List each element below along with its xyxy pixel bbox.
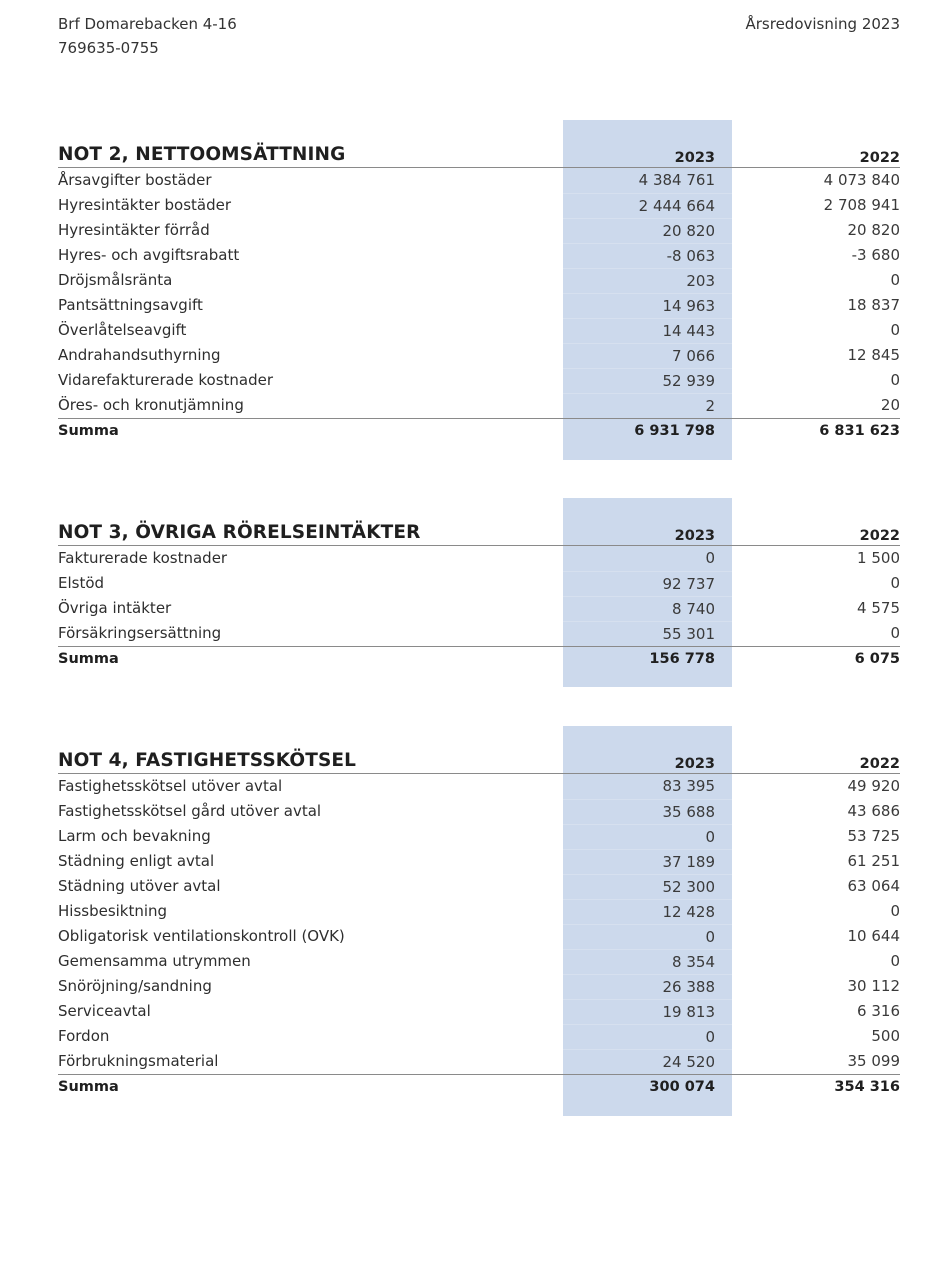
total-row bbox=[58, 646, 900, 672]
value-current: 52 300 bbox=[563, 874, 732, 900]
note-2-nettoomsattning bbox=[58, 120, 900, 444]
row-label: Hissbesiktning bbox=[58, 902, 168, 920]
table-row bbox=[58, 243, 900, 268]
value-current: 0 bbox=[563, 824, 732, 850]
value-previous: 20 820 bbox=[847, 221, 900, 239]
value-previous: 0 bbox=[890, 371, 900, 389]
value-previous: 0 bbox=[890, 321, 900, 339]
value-current: -8 063 bbox=[563, 243, 732, 269]
value-current: 12 428 bbox=[563, 899, 732, 925]
value-current: 8 354 bbox=[563, 949, 732, 975]
value-previous: 49 920 bbox=[847, 777, 900, 795]
row-label: Gemensamma utrymmen bbox=[58, 952, 251, 970]
value-previous: 20 bbox=[880, 396, 900, 414]
value-current: 35 688 bbox=[563, 799, 732, 825]
value-current: 55 301 bbox=[563, 621, 732, 647]
note-title: NOT 4, FASTIGHETSSKÖTSEL bbox=[58, 750, 357, 771]
value-current: 4 384 761 bbox=[638, 171, 715, 189]
row-label: Larm och bevakning bbox=[58, 827, 211, 845]
column-header-previous-year: 2022 bbox=[859, 528, 900, 544]
total-current: 300 074 bbox=[649, 1079, 715, 1095]
row-label: Förbrukningsmaterial bbox=[58, 1052, 219, 1070]
table-row bbox=[58, 571, 900, 596]
table-row bbox=[58, 621, 900, 646]
row-label: Elstöd bbox=[58, 574, 105, 592]
total-previous: 354 316 bbox=[834, 1079, 900, 1095]
value-current: 0 bbox=[705, 549, 715, 567]
value-current: 14 963 bbox=[563, 293, 732, 319]
value-previous: 63 064 bbox=[847, 877, 900, 895]
table-row bbox=[58, 824, 900, 849]
total-label: Summa bbox=[58, 423, 119, 439]
row-label: Städning enligt avtal bbox=[58, 852, 215, 870]
value-previous: 4 073 840 bbox=[823, 171, 900, 189]
total-label: Summa bbox=[58, 651, 119, 667]
row-label: Vidarefakturerade kostnader bbox=[58, 371, 274, 389]
table-row bbox=[58, 999, 900, 1024]
table-row bbox=[58, 799, 900, 824]
table-row bbox=[58, 899, 900, 924]
value-previous: 1 500 bbox=[857, 549, 900, 567]
organization-info bbox=[58, 12, 237, 60]
value-previous: 0 bbox=[890, 574, 900, 592]
value-current: 92 737 bbox=[563, 571, 732, 597]
table-row bbox=[58, 874, 900, 899]
row-label: Hyresintäkter förråd bbox=[58, 221, 210, 239]
value-previous: 500 bbox=[871, 1027, 900, 1045]
total-previous: 6 831 623 bbox=[819, 423, 900, 439]
value-previous: 2 708 941 bbox=[823, 196, 900, 214]
row-label: Fordon bbox=[58, 1027, 110, 1045]
value-current: 83 395 bbox=[662, 777, 715, 795]
total-current: 6 931 798 bbox=[634, 423, 715, 439]
column-header-previous-year: 2022 bbox=[859, 150, 900, 166]
total-row bbox=[58, 1074, 900, 1100]
value-previous: 35 099 bbox=[847, 1052, 900, 1070]
table-row bbox=[58, 774, 900, 799]
value-previous: 61 251 bbox=[847, 852, 900, 870]
table-row bbox=[58, 596, 900, 621]
total-previous: 6 075 bbox=[854, 651, 900, 667]
row-label: Snöröjning/sandning bbox=[58, 977, 212, 995]
row-label: Serviceavtal bbox=[58, 1002, 151, 1020]
value-previous: 30 112 bbox=[847, 977, 900, 995]
table-row bbox=[58, 368, 900, 393]
table-row bbox=[58, 343, 900, 368]
value-previous: 18 837 bbox=[847, 296, 900, 314]
organization-number: 769635-0755 bbox=[58, 39, 159, 57]
row-label: Hyresintäkter bostäder bbox=[58, 196, 232, 214]
value-current: 24 520 bbox=[563, 1049, 732, 1075]
column-header-current-year: 2023 bbox=[674, 528, 715, 544]
table-row bbox=[58, 924, 900, 949]
table-row bbox=[58, 293, 900, 318]
value-current: 0 bbox=[563, 924, 732, 950]
value-current: 0 bbox=[563, 1024, 732, 1050]
column-header-current-year: 2023 bbox=[674, 756, 715, 772]
row-label: Pantsättningsavgift bbox=[58, 296, 203, 314]
note-header bbox=[58, 120, 900, 168]
total-label: Summa bbox=[58, 1079, 119, 1095]
table-row bbox=[58, 193, 900, 218]
table-row bbox=[58, 1024, 900, 1049]
table-row bbox=[58, 949, 900, 974]
table-row bbox=[58, 546, 900, 571]
table-row bbox=[58, 1049, 900, 1074]
note-4-fastighetsskotsel bbox=[58, 726, 900, 1100]
note-title: NOT 3, ÖVRIGA RÖRELSEINTÄKTER bbox=[58, 522, 421, 543]
row-label: Försäkringsersättning bbox=[58, 624, 222, 642]
value-current: 20 820 bbox=[563, 218, 732, 244]
note-header bbox=[58, 498, 900, 546]
column-header-current-year: 2023 bbox=[674, 150, 715, 166]
value-previous: 12 845 bbox=[847, 346, 900, 364]
row-label: Obligatorisk ventilationskontroll (OVK) bbox=[58, 927, 345, 945]
organization-name: Brf Domarebacken 4-16 bbox=[58, 15, 237, 33]
table-row bbox=[58, 393, 900, 418]
value-current: 26 388 bbox=[563, 974, 732, 1000]
value-previous: 0 bbox=[890, 624, 900, 642]
value-current: 8 740 bbox=[563, 596, 732, 622]
table-row bbox=[58, 974, 900, 999]
value-current: 14 443 bbox=[563, 318, 732, 344]
total-current: 156 778 bbox=[649, 651, 715, 667]
value-previous: 4 575 bbox=[857, 599, 900, 617]
row-label: Öres- och kronutjämning bbox=[58, 396, 244, 414]
value-current: 203 bbox=[563, 268, 732, 294]
value-previous: 10 644 bbox=[847, 927, 900, 945]
value-current: 19 813 bbox=[563, 999, 732, 1025]
value-previous: 6 316 bbox=[857, 1002, 900, 1020]
value-previous: 43 686 bbox=[847, 802, 900, 820]
value-previous: -3 680 bbox=[851, 246, 900, 264]
value-current: 2 444 664 bbox=[563, 193, 732, 219]
row-label: Övriga intäkter bbox=[58, 599, 172, 617]
value-previous: 0 bbox=[890, 952, 900, 970]
row-label: Städning utöver avtal bbox=[58, 877, 221, 895]
table-row bbox=[58, 849, 900, 874]
value-previous: 0 bbox=[890, 271, 900, 289]
value-previous: 0 bbox=[890, 902, 900, 920]
value-previous: 53 725 bbox=[847, 827, 900, 845]
note-header bbox=[58, 726, 900, 774]
row-label: Fastighetsskötsel gård utöver avtal bbox=[58, 802, 322, 820]
row-label: Överlåtelseavgift bbox=[58, 321, 187, 339]
table-row bbox=[58, 268, 900, 293]
row-label: Dröjsmålsränta bbox=[58, 271, 173, 289]
row-label: Fastighetsskötsel utöver avtal bbox=[58, 777, 283, 795]
row-label: Årsavgifter bostäder bbox=[58, 171, 212, 189]
total-row bbox=[58, 418, 900, 444]
note-title: NOT 2, NETTOOMSÄTTNING bbox=[58, 144, 346, 165]
value-current: 2 bbox=[563, 393, 732, 419]
row-label: Fakturerade kostnader bbox=[58, 549, 228, 567]
value-current: 7 066 bbox=[563, 343, 732, 369]
value-current: 37 189 bbox=[563, 849, 732, 875]
table-row bbox=[58, 168, 900, 193]
column-header-previous-year: 2022 bbox=[859, 756, 900, 772]
value-current: 52 939 bbox=[563, 368, 732, 394]
table-row bbox=[58, 218, 900, 243]
document-title: Årsredovisning 2023 bbox=[745, 15, 900, 33]
table-row bbox=[58, 318, 900, 343]
note-3-ovriga-rorelseintakter bbox=[58, 498, 900, 672]
row-label: Hyres- och avgiftsrabatt bbox=[58, 246, 240, 264]
row-label: Andrahandsuthyrning bbox=[58, 346, 221, 364]
